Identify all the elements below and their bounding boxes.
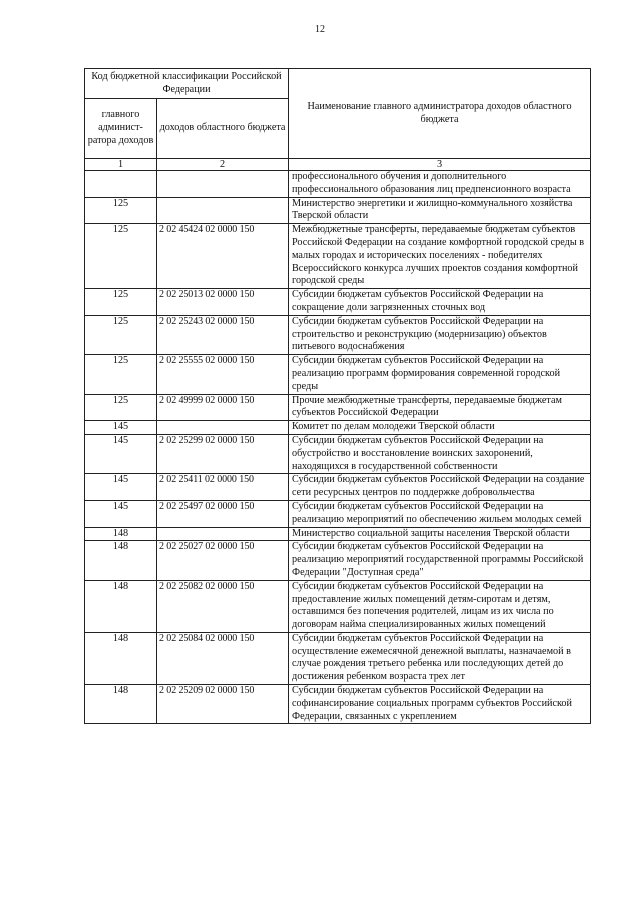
revenue-name-cell: профессионального обучения и дополнительного профессионального образования лиц предпенсионного возраста (289, 171, 591, 198)
column-number-1: 1 (85, 159, 157, 171)
revenue-code-cell (157, 527, 289, 541)
administrator-name-cell: Министерство энергетики и жилищно-коммунального хозяйства Тверской области (289, 197, 591, 224)
column-number-2: 2 (157, 159, 289, 171)
revenue-code-cell: 2 02 45424 02 0000 150 (157, 224, 289, 289)
revenue-name-cell: Субсидии бюджетам субъектов Российской Федерации на предоставление жилых помещений детям-сиротам и детям, оставшимся без попечения родителей, лицам из их числа по договорам найма специализированных жилых помещений (289, 580, 591, 632)
admin-code-cell: 125 (85, 197, 157, 224)
table-row (85, 541, 591, 580)
revenue-code-cell: 2 02 25013 02 0000 150 (157, 289, 289, 316)
revenue-code-cell: 2 02 25027 02 0000 150 (157, 541, 289, 580)
admin-code-cell: 148 (85, 685, 157, 724)
revenue-name-cell: Субсидии бюджетам субъектов Российской Федерации на софинансирование социальных программ субъектов Российской Федерации, связанных с укреплением (289, 685, 591, 724)
admin-code-cell: 145 (85, 474, 157, 501)
revenue-code-cell: 2 02 25243 02 0000 150 (157, 315, 289, 354)
table-row (85, 474, 591, 501)
revenue-name-cell: Субсидии бюджетам субъектов Российской Федерации на строительство и реконструкцию (модернизацию) объектов питьевого водоснабжения (289, 315, 591, 354)
revenue-code-cell: 2 02 49999 02 0000 150 (157, 394, 289, 421)
revenue-name-cell: Субсидии бюджетам субъектов Российской Федерации на реализацию мероприятий по обеспечению жильем молодых семей (289, 500, 591, 527)
revenue-name-cell: Субсидии бюджетам субъектов Российской Федерации на сокращение доли загрязненных сточных вод (289, 289, 591, 316)
table-row (85, 289, 591, 316)
table-row (85, 315, 591, 354)
revenue-code-cell: 2 02 25084 02 0000 150 (157, 632, 289, 684)
header-group-label: Код бюджетной классификации Российской Федерации (85, 69, 289, 99)
admin-code-cell: 148 (85, 632, 157, 684)
revenue-name-cell: Субсидии бюджетам субъектов Российской Федерации на создание сети ресурсных центров по поддержке добровольчества (289, 474, 591, 501)
revenue-code-cell: 2 02 25555 02 0000 150 (157, 355, 289, 394)
admin-code-cell: 125 (85, 289, 157, 316)
header-col1-label: главного админист-ратора доходов (85, 99, 157, 159)
admin-code-cell: 148 (85, 580, 157, 632)
revenue-code-cell: 2 02 25209 02 0000 150 (157, 685, 289, 724)
column-number-3: 3 (289, 159, 591, 171)
table-row (85, 527, 591, 541)
table-body (85, 171, 591, 724)
table-row (85, 580, 591, 632)
revenue-code-cell: 2 02 25497 02 0000 150 (157, 500, 289, 527)
revenue-code-cell (157, 197, 289, 224)
admin-code-cell: 148 (85, 527, 157, 541)
revenue-name-cell: Межбюджетные трансферты, передаваемые бюджетам субъектов Российской Федерации на создание комфортной городской среды в малых городах и исторических поселениях - победителях Всероссийского конкурса лучших проектов создания комфортной городской среды (289, 224, 591, 289)
revenue-name-cell: Субсидии бюджетам субъектов Российской Федерации на реализацию программ формирования современной городской среды (289, 355, 591, 394)
admin-code-cell: 125 (85, 224, 157, 289)
table-row (85, 394, 591, 421)
admin-code-cell: 145 (85, 421, 157, 435)
revenue-code-cell: 2 02 25411 02 0000 150 (157, 474, 289, 501)
admin-code-cell: 148 (85, 541, 157, 580)
header-col3-label: Наименование главного администратора доходов областного бюджета (289, 69, 591, 159)
table-row (85, 632, 591, 684)
administrator-name-cell: Комитет по делам молодежи Тверской области (289, 421, 591, 435)
revenue-name-cell: Субсидии бюджетам субъектов Российской Федерации на обустройство и восстановление воинских захоронений, находящихся в государственной собственности (289, 434, 591, 473)
admin-code-cell: 125 (85, 394, 157, 421)
budget-classification-table (84, 68, 591, 724)
table-header (85, 69, 591, 171)
admin-code-cell (85, 171, 157, 198)
revenue-code-cell: 2 02 25082 02 0000 150 (157, 580, 289, 632)
administrator-name-cell: Министерство социальной защиты населения Тверской области (289, 527, 591, 541)
table-row (85, 500, 591, 527)
revenue-code-cell (157, 421, 289, 435)
table-row (85, 434, 591, 473)
table-row (85, 224, 591, 289)
revenue-code-cell: 2 02 25299 02 0000 150 (157, 434, 289, 473)
table-row (85, 685, 591, 724)
table-row (85, 197, 591, 224)
admin-code-cell: 125 (85, 315, 157, 354)
page-number: 12 (315, 24, 325, 35)
table-row (85, 355, 591, 394)
revenue-name-cell: Прочие межбюджетные трансферты, передаваемые бюджетам субъектов Российской Федерации (289, 394, 591, 421)
revenue-name-cell: Субсидии бюджетам субъектов Российской Федерации на осуществление ежемесячной денежной выплаты, назначаемой в случае рождения третьего ребенка или последующих детей до достижения ребенком возраста трех лет (289, 632, 591, 684)
admin-code-cell: 145 (85, 434, 157, 473)
admin-code-cell: 125 (85, 355, 157, 394)
revenue-code-cell (157, 171, 289, 198)
table-row (85, 421, 591, 435)
table-row (85, 171, 591, 198)
header-col2-label: доходов областного бюджета (157, 99, 289, 159)
admin-code-cell: 145 (85, 500, 157, 527)
revenue-name-cell: Субсидии бюджетам субъектов Российской Федерации на реализацию мероприятий государственной программы Российской Федерации "Доступная среда" (289, 541, 591, 580)
